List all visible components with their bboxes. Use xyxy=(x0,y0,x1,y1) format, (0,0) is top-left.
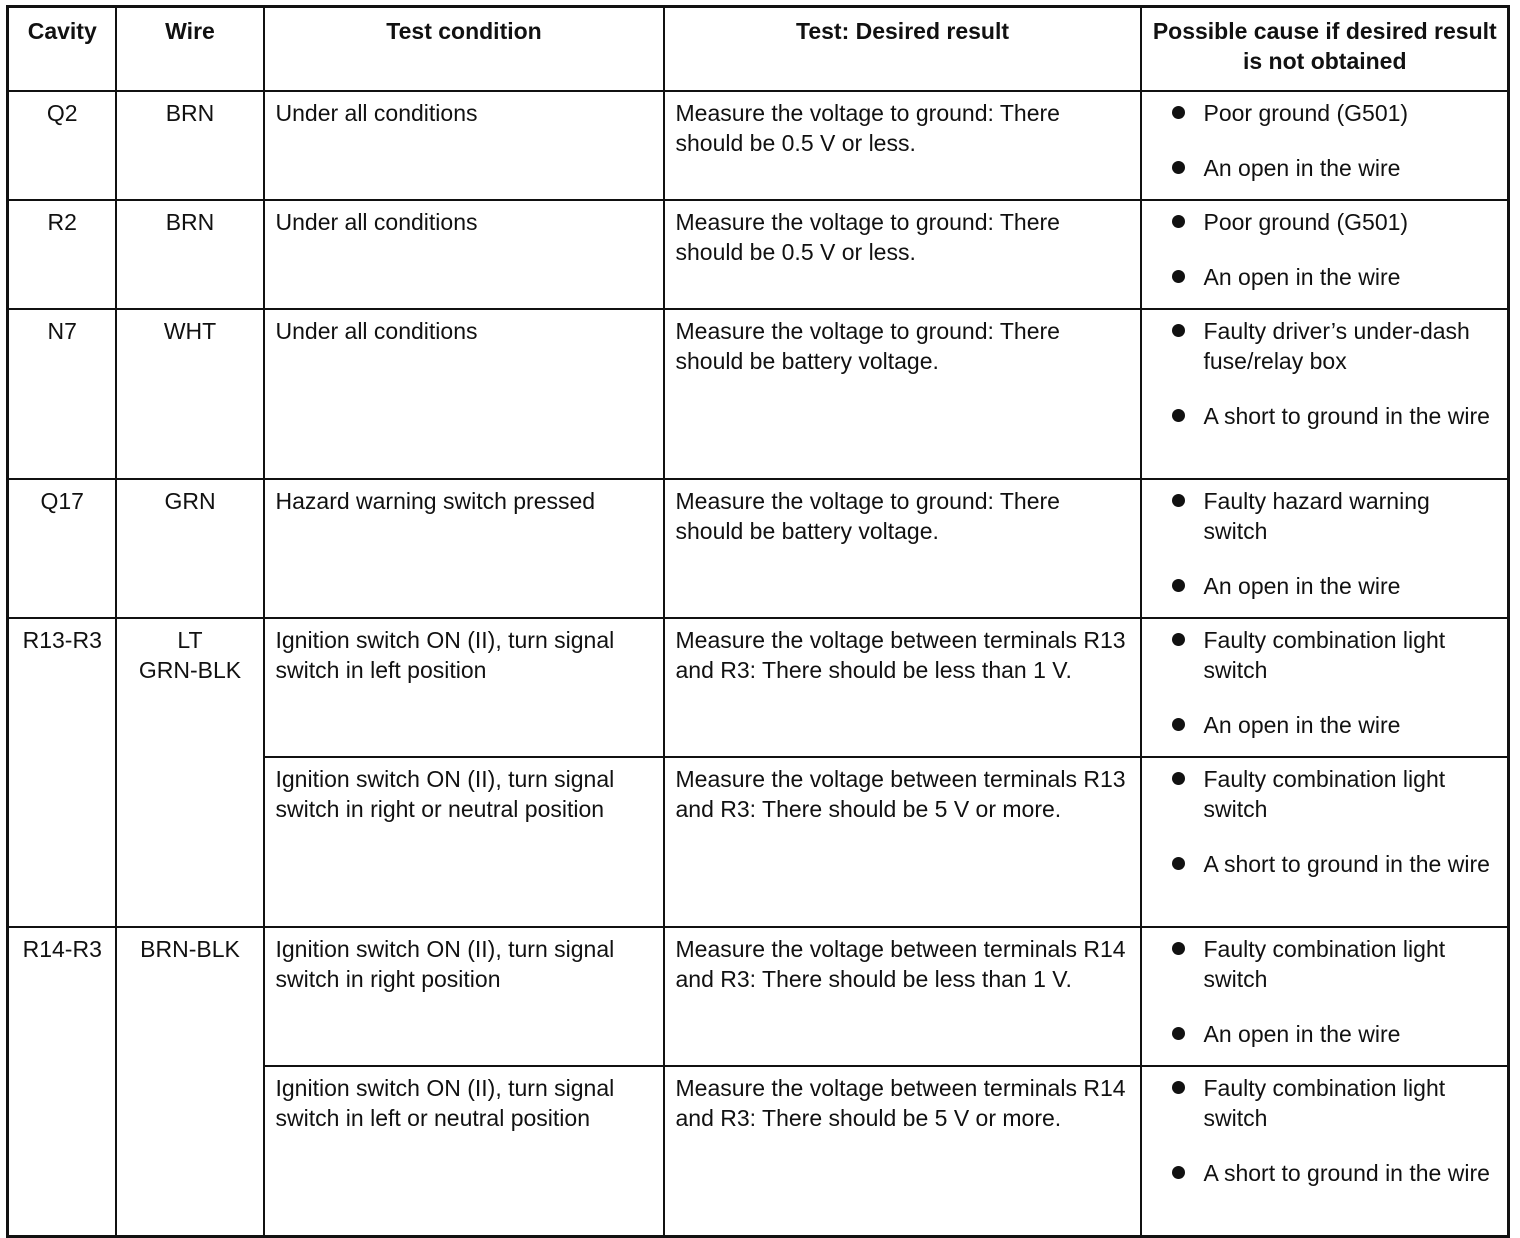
result-cell: Measure the voltage to ground: There should be 0.5 V or less. xyxy=(664,200,1141,309)
condition-cell: Under all conditions xyxy=(264,91,664,200)
list-item xyxy=(1153,571,1498,601)
cause-cell xyxy=(1141,927,1509,1066)
header-desired-result: Test: Desired result xyxy=(664,7,1141,92)
header-cavity: Cavity xyxy=(8,7,116,92)
bullet-icon xyxy=(1172,106,1185,119)
condition-cell: Ignition switch ON (II), turn signal switch in right position xyxy=(264,927,664,1066)
bullet-icon xyxy=(1172,494,1185,507)
cause-text: An open in the wire xyxy=(1203,264,1401,290)
cause-text: A short to ground in the wire xyxy=(1203,403,1490,429)
wire-line: GRN-BLK xyxy=(138,657,242,683)
bullet-icon xyxy=(1172,409,1185,422)
cause-text: Poor ground (G501) xyxy=(1203,100,1409,126)
result-cell: Measure the voltage to ground: There should be battery voltage. xyxy=(664,309,1141,479)
list-item xyxy=(1153,98,1498,128)
cause-list xyxy=(1153,764,1498,879)
cause-cell xyxy=(1141,91,1509,200)
cause-text: Faulty hazard warning switch xyxy=(1203,488,1430,544)
cause-cell xyxy=(1141,1066,1509,1237)
wire-line: LT xyxy=(177,627,203,653)
list-item xyxy=(1153,849,1498,879)
list-item xyxy=(1153,401,1498,431)
cause-list xyxy=(1153,934,1498,1049)
cause-text: Faulty combination light switch xyxy=(1203,766,1446,822)
cavity-cell: R2 xyxy=(8,200,116,309)
wire-cell: BRN xyxy=(116,91,264,200)
result-cell: Measure the voltage between terminals R13 and R3: There should be less than 1 V. xyxy=(664,618,1141,757)
cause-cell xyxy=(1141,618,1509,757)
cause-text: An open in the wire xyxy=(1203,155,1401,181)
cause-text: A short to ground in the wire xyxy=(1203,851,1490,877)
table-row xyxy=(8,618,1509,757)
cavity-cell: Q17 xyxy=(8,479,116,618)
list-item xyxy=(1153,934,1498,994)
cause-text: A short to ground in the wire xyxy=(1203,1160,1490,1186)
cause-list xyxy=(1153,207,1498,292)
list-item xyxy=(1153,764,1498,824)
list-item xyxy=(1153,153,1498,183)
list-item xyxy=(1153,1073,1498,1133)
table-row xyxy=(8,200,1509,309)
list-item xyxy=(1153,1019,1498,1049)
bullet-icon xyxy=(1172,270,1185,283)
cause-text: Faulty combination light switch xyxy=(1203,936,1446,992)
cavity-cell: Q2 xyxy=(8,91,116,200)
cavity-cell: R13-R3 xyxy=(8,618,116,927)
bullet-icon xyxy=(1172,324,1185,337)
bullet-icon xyxy=(1172,633,1185,646)
table-row xyxy=(8,927,1509,1066)
bullet-icon xyxy=(1172,857,1185,870)
condition-cell: Hazard warning switch pressed xyxy=(264,479,664,618)
cavity-cell: R14-R3 xyxy=(8,927,116,1237)
table-row xyxy=(8,309,1509,479)
cause-text: Faulty combination light switch xyxy=(1203,627,1446,683)
list-item xyxy=(1153,486,1498,546)
bullet-icon xyxy=(1172,1166,1185,1179)
result-cell: Measure the voltage between terminals R13 and R3: There should be 5 V or more. xyxy=(664,757,1141,927)
cause-cell xyxy=(1141,479,1509,618)
list-item xyxy=(1153,316,1498,376)
cause-cell xyxy=(1141,309,1509,479)
condition-cell: Ignition switch ON (II), turn signal switch in left or neutral position xyxy=(264,1066,664,1237)
cause-text: Faulty driver’s under-dash fuse/relay box xyxy=(1203,318,1470,374)
bullet-icon xyxy=(1172,942,1185,955)
cause-text: An open in the wire xyxy=(1203,712,1401,738)
list-item xyxy=(1153,710,1498,740)
result-cell: Measure the voltage to ground: There should be 0.5 V or less. xyxy=(664,91,1141,200)
list-item xyxy=(1153,207,1498,237)
result-cell: Measure the voltage between terminals R14 and R3: There should be less than 1 V. xyxy=(664,927,1141,1066)
cause-cell xyxy=(1141,757,1509,927)
cause-text: Faulty combination light switch xyxy=(1203,1075,1446,1131)
condition-cell: Under all conditions xyxy=(264,309,664,479)
cause-text: An open in the wire xyxy=(1203,1021,1401,1047)
bullet-icon xyxy=(1172,718,1185,731)
condition-cell: Ignition switch ON (II), turn signal switch in left position xyxy=(264,618,664,757)
cause-list xyxy=(1153,1073,1498,1188)
list-item xyxy=(1153,262,1498,292)
bullet-icon xyxy=(1172,772,1185,785)
diagnostic-table xyxy=(6,5,1510,1238)
condition-cell: Under all conditions xyxy=(264,200,664,309)
cavity-cell: N7 xyxy=(8,309,116,479)
result-cell: Measure the voltage between terminals R14 and R3: There should be 5 V or more. xyxy=(664,1066,1141,1237)
list-item xyxy=(1153,625,1498,685)
header-row xyxy=(8,7,1509,92)
cause-list xyxy=(1153,316,1498,431)
bullet-icon xyxy=(1172,215,1185,228)
result-cell: Measure the voltage to ground: There should be battery voltage. xyxy=(664,479,1141,618)
bullet-icon xyxy=(1172,1081,1185,1094)
bullet-icon xyxy=(1172,1027,1185,1040)
wire-cell: WHT xyxy=(116,309,264,479)
bullet-icon xyxy=(1172,161,1185,174)
cause-list xyxy=(1153,98,1498,183)
header-test-condition: Test condition xyxy=(264,7,664,92)
cause-list xyxy=(1153,625,1498,740)
wire-cell: BRN xyxy=(116,200,264,309)
bullet-icon xyxy=(1172,579,1185,592)
cause-text: An open in the wire xyxy=(1203,573,1401,599)
table-row xyxy=(8,479,1509,618)
cause-list xyxy=(1153,486,1498,601)
header-wire: Wire xyxy=(116,7,264,92)
wire-cell: BRN-BLK xyxy=(116,927,264,1237)
wire-cell xyxy=(116,618,264,927)
condition-cell: Ignition switch ON (II), turn signal switch in right or neutral position xyxy=(264,757,664,927)
wire-cell: GRN xyxy=(116,479,264,618)
table-row xyxy=(8,91,1509,200)
list-item xyxy=(1153,1158,1498,1188)
cause-cell xyxy=(1141,200,1509,309)
cause-text: Poor ground (G501) xyxy=(1203,209,1409,235)
header-possible-cause: Possible cause if desired result is not obtained xyxy=(1141,7,1509,92)
